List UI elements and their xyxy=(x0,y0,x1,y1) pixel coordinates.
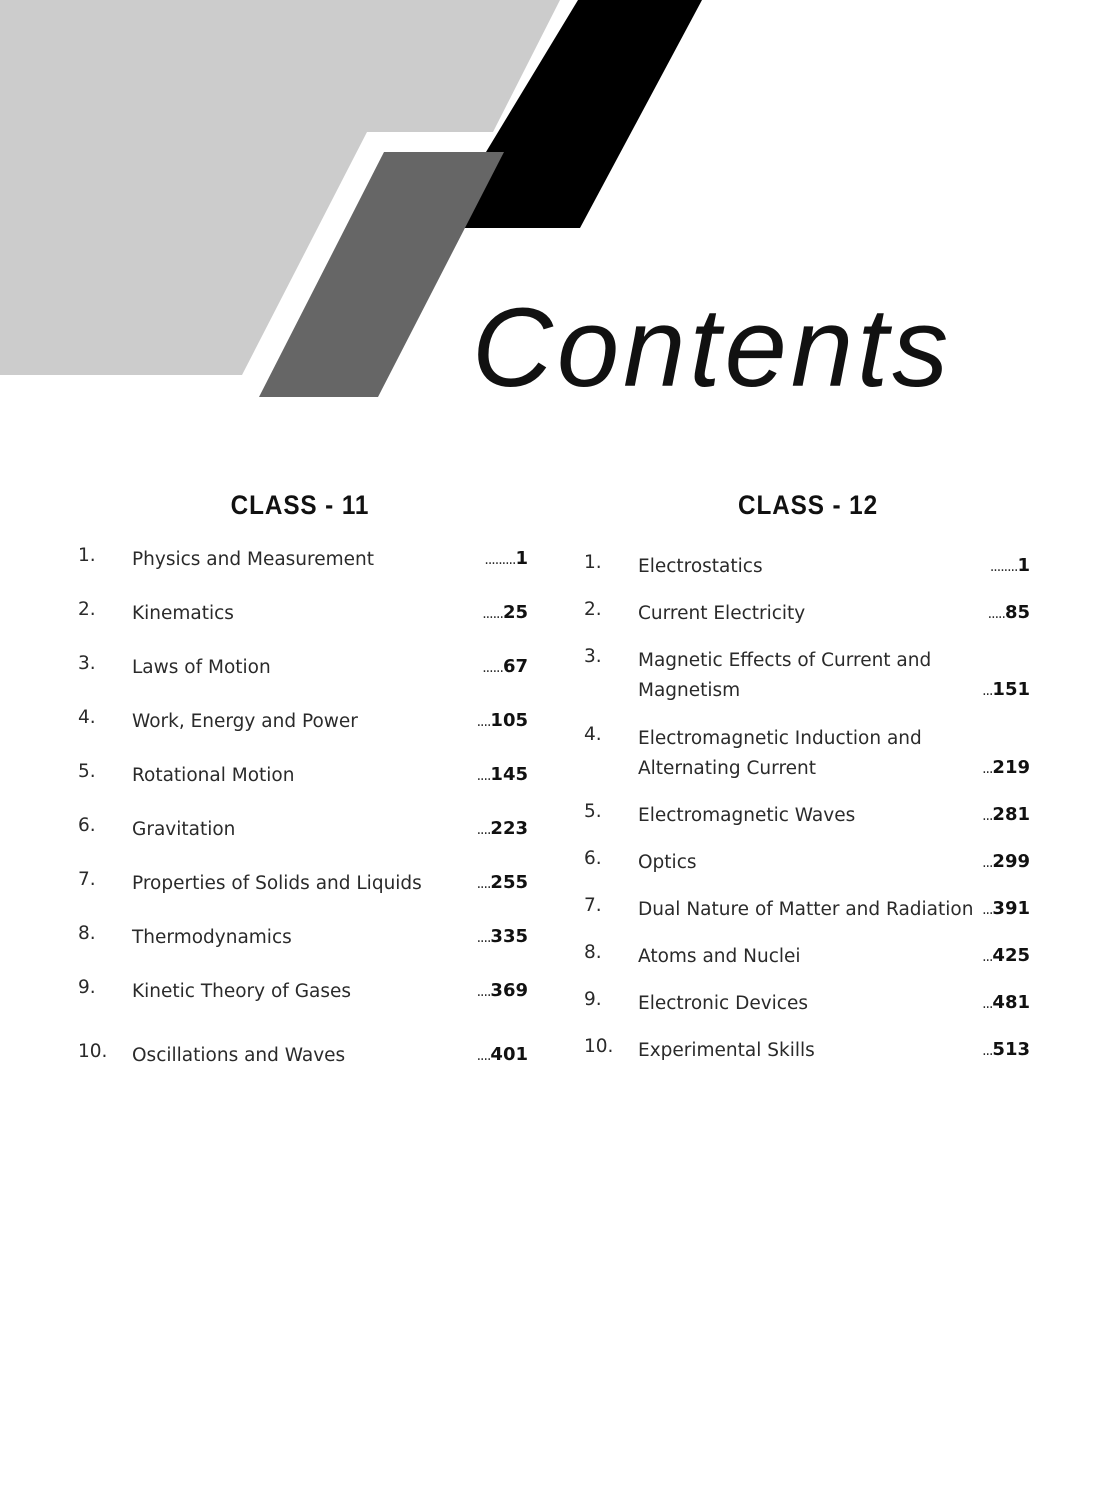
leader-dots: ... xyxy=(982,996,993,1012)
entry-title: Thermodynamics xyxy=(132,927,292,948)
entry-title-line-2: Alternating Current xyxy=(638,758,816,779)
page-number: 299 xyxy=(992,851,1030,872)
toc-entry[interactable] xyxy=(584,895,1030,942)
leader-dots: ........ xyxy=(989,559,1018,575)
toc-entry[interactable] xyxy=(584,724,1030,801)
toc-entry[interactable] xyxy=(78,707,528,761)
leader-dots: ... xyxy=(982,855,993,871)
entry-title-line-1: Magnetic Effects of Current and xyxy=(638,650,932,671)
entry-title xyxy=(638,646,931,706)
entry-number: 4. xyxy=(584,724,602,745)
entry-number: 1. xyxy=(78,545,96,566)
entry-title: Experimental Skills xyxy=(638,1040,815,1061)
entry-title: Electrostatics xyxy=(638,556,763,577)
page-number: 1 xyxy=(515,548,528,569)
entry-number: 8. xyxy=(584,942,602,963)
leader-dots: .... xyxy=(476,714,491,730)
toc-entry[interactable] xyxy=(78,653,528,707)
page-title: Contents xyxy=(472,285,953,410)
toc-entry[interactable] xyxy=(584,1036,1030,1083)
page-number: 369 xyxy=(490,980,528,1001)
entry-number: 5. xyxy=(584,801,602,822)
toc-entry[interactable] xyxy=(78,869,528,923)
entry-number: 5. xyxy=(78,761,96,782)
page-number: 481 xyxy=(992,992,1030,1013)
class-12-list xyxy=(584,552,1030,1083)
page-number: 145 xyxy=(490,764,528,785)
entry-number: 7. xyxy=(584,895,602,916)
page-number: 513 xyxy=(992,1039,1030,1060)
entry-title: Kinematics xyxy=(132,603,234,624)
toc-entry[interactable] xyxy=(78,1041,528,1095)
entry-title: Work, Energy and Power xyxy=(132,711,358,732)
toc-entry[interactable] xyxy=(584,942,1030,989)
toc-entry[interactable] xyxy=(584,848,1030,895)
entry-number: 3. xyxy=(584,646,602,667)
entry-title: Dual Nature of Matter and Radiation xyxy=(638,899,974,920)
leader-dots: ... xyxy=(982,683,993,699)
entry-title: Atoms and Nuclei xyxy=(638,946,801,967)
page-number: 219 xyxy=(992,757,1030,778)
page-number: 391 xyxy=(992,898,1030,919)
toc-entry[interactable] xyxy=(78,599,528,653)
page-number: 67 xyxy=(502,656,528,677)
leader-dots: ... xyxy=(982,1043,993,1059)
page-number: 223 xyxy=(490,818,528,839)
leader-dots: .... xyxy=(476,930,491,946)
page-number: 105 xyxy=(490,710,528,731)
entry-title: Physics and Measurement xyxy=(132,549,374,570)
page-number: 1 xyxy=(1017,555,1030,576)
entry-title: Electronic Devices xyxy=(638,993,808,1014)
page-number: 401 xyxy=(490,1044,528,1065)
entry-title: Electromagnetic Waves xyxy=(638,805,856,826)
leader-dots: ... xyxy=(982,761,993,777)
entry-title: Kinetic Theory of Gases xyxy=(132,981,352,1002)
leader-dots: ... xyxy=(982,808,993,824)
page-number: 255 xyxy=(490,872,528,893)
leader-dots: ...... xyxy=(482,660,503,676)
toc-entry[interactable] xyxy=(584,552,1030,599)
leader-dots: ...... xyxy=(482,606,503,622)
entry-number: 10. xyxy=(584,1036,614,1057)
entry-number: 9. xyxy=(78,977,96,998)
entry-number: 8. xyxy=(78,923,96,944)
entry-number: 2. xyxy=(584,599,602,620)
toc-entry[interactable] xyxy=(78,545,528,599)
entry-title: Oscillations and Waves xyxy=(132,1045,346,1066)
entry-number: 2. xyxy=(78,599,96,620)
entry-number: 3. xyxy=(78,653,96,674)
leader-dots: .... xyxy=(476,876,491,892)
leader-dots: .... xyxy=(476,1048,491,1064)
leader-dots: ... xyxy=(982,902,993,918)
page-number: 151 xyxy=(992,679,1030,700)
class-11-list xyxy=(78,545,528,1095)
entry-number: 1. xyxy=(584,552,602,573)
entry-title: Gravitation xyxy=(132,819,236,840)
entry-number: 6. xyxy=(584,848,602,869)
page-number: 281 xyxy=(992,804,1030,825)
entry-title: Rotational Motion xyxy=(132,765,295,786)
entry-number: 10. xyxy=(78,1041,108,1062)
entry-title xyxy=(638,724,922,784)
leader-dots: .... xyxy=(476,984,491,1000)
page-number: 335 xyxy=(490,926,528,947)
entry-title: Properties of Solids and Liquids xyxy=(132,873,422,894)
entry-number: 9. xyxy=(584,989,602,1010)
leader-dots: ..... xyxy=(987,606,1005,622)
toc-entry[interactable] xyxy=(78,977,528,1041)
toc-entry[interactable] xyxy=(584,646,1030,724)
entry-title-line-2: Magnetism xyxy=(638,680,741,701)
entry-title: Optics xyxy=(638,852,697,873)
entry-title: Laws of Motion xyxy=(132,657,271,678)
toc-entry[interactable] xyxy=(78,815,528,869)
page-number: 25 xyxy=(502,602,528,623)
class-11-heading: CLASS - 11 xyxy=(230,490,370,520)
toc-entry[interactable] xyxy=(78,923,528,977)
entry-number: 6. xyxy=(78,815,96,836)
entry-number: 4. xyxy=(78,707,96,728)
leader-dots: .... xyxy=(476,822,491,838)
entry-title: Current Electricity xyxy=(638,603,806,624)
leader-dots: .... xyxy=(476,768,491,784)
entry-number: 7. xyxy=(78,869,96,890)
page-number: 425 xyxy=(992,945,1030,966)
leader-dots: ......... xyxy=(484,552,516,568)
toc-entry[interactable] xyxy=(78,761,528,815)
toc-entry[interactable] xyxy=(584,989,1030,1036)
entry-title-line-1: Electromagnetic Induction and xyxy=(638,728,922,749)
toc-entry[interactable] xyxy=(584,599,1030,646)
leader-dots: ... xyxy=(982,949,993,965)
page-number: 85 xyxy=(1004,602,1030,623)
class-12-heading: CLASS - 12 xyxy=(737,490,878,520)
toc-entry[interactable] xyxy=(584,801,1030,848)
